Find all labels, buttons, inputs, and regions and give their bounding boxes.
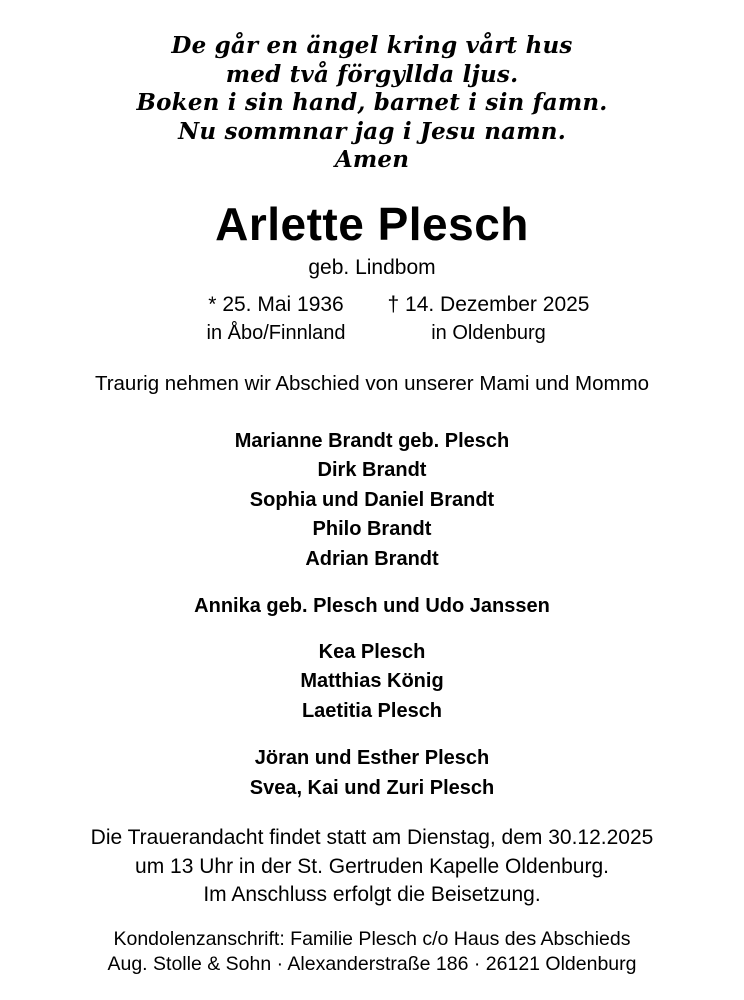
death-info [388, 291, 590, 347]
mourner-name: Jöran und Esther Plesch [254, 747, 490, 769]
poem-line: Boken i sin hand, barnet i sin famn. [136, 89, 608, 116]
condolence-address [0, 927, 744, 978]
mourner-name: Marianne Brandt geb. Plesch [234, 429, 510, 452]
mourner-name: Philo Brandt [312, 518, 432, 540]
birth-info [207, 291, 346, 347]
service-line: Die Trauerandacht findet statt am Dienstag, dem 30.12.2025 [90, 826, 654, 849]
mourner-group-2 [0, 592, 744, 622]
mourner-name: Laetitia Plesch [301, 699, 443, 722]
mourner-group-1 [0, 427, 744, 575]
mourner-name: Dirk Brandt [317, 459, 427, 481]
mourner-name: Adrian Brandt [305, 547, 439, 570]
mourner-group-3 [0, 638, 744, 727]
birth-date-text: 25. Mai 1936 [222, 292, 344, 316]
poem-line: De går en ängel kring vårt hus [171, 32, 573, 59]
poem-line: Amen [334, 146, 410, 173]
mourner-name: Matthias König [300, 670, 444, 692]
mourner-name: Svea, Kai und Zuri Plesch [249, 776, 495, 799]
birth-place: in Åbo/Finnland [206, 321, 346, 344]
memorial-poem [0, 32, 744, 175]
service-line: Im Anschluss erfolgt die Beisetzung. [203, 883, 541, 906]
maiden-name: geb. Lindbom [308, 255, 436, 279]
service-details [0, 824, 744, 910]
poem-line: Nu sommnar jag i Jesu namn. [178, 117, 566, 145]
mourner-name: Annika geb. Plesch und Udo Janssen [194, 595, 550, 617]
death-date-text: 14. Dezember 2025 [405, 292, 590, 316]
birth-symbol: * [208, 292, 217, 316]
birth-date [208, 291, 343, 319]
death-place: in Oldenburg [431, 321, 546, 344]
condolence-line: Kondolenzanschrift: Familie Plesch c/o Haus des Abschieds [113, 927, 631, 950]
life-dates [26, 291, 744, 347]
death-date [388, 291, 590, 319]
poem-line: med två förgyllda ljus. [225, 60, 519, 88]
deceased-name: Arlette Plesch [215, 197, 529, 250]
mourner-name: Sophia und Daniel Brandt [249, 488, 495, 511]
death-symbol: † [387, 292, 400, 316]
farewell-intro: Traurig nehmen wir Abschied von unserer Mami und Mommo [94, 371, 650, 395]
mourner-group-4 [0, 744, 744, 803]
mourner-name: Kea Plesch [318, 640, 426, 663]
service-line: um 13 Uhr in der St. Gertruden Kapelle Oldenburg. [135, 854, 609, 878]
condolence-line: Aug. Stolle & Sohn · Alexanderstraße 186 · 26121 Oldenburg [107, 953, 637, 975]
